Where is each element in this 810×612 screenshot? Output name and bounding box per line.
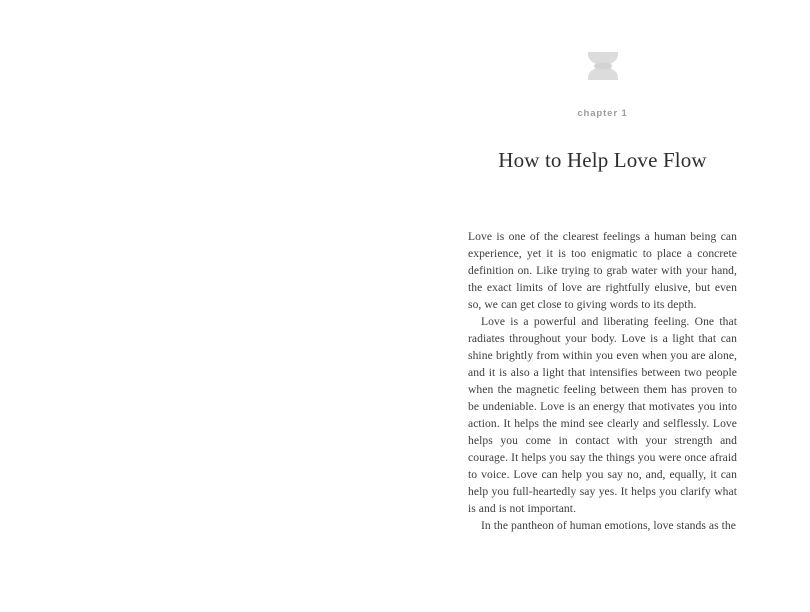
body-paragraph: Love is a powerful and liberating feeling. One that radiates throughout your body. Love is a light that can shine brightly from within you even when you are alone, and it is also a light that intensifies between two people when the magnetic feeling between them has proven to be undeniable. Love is an energy that motivates you into action. It helps the mind see clearly and selflessly. Love helps you come in contact with your strength and courage. It helps you say the things you were once afraid to voice. Love can help you say no, and, equally, it can help you full-heartedly say yes. It helps you clarify what is and is not important. — [468, 315, 737, 515]
ornament-container — [468, 0, 737, 86]
body-paragraph: In the pantheon of human emotions, love stands as the — [481, 519, 736, 532]
body-text-column — [468, 228, 737, 534]
chapter-label: chapter 1 — [577, 108, 628, 119]
body-paragraph: Love is one of the clearest feelings a human being can experience, yet it is too enigmatic to place a concrete definition on. Like trying to grab water with your hand, the exact limits of love are rightfully elusive, but even so, we can get close to giving words to its depth. — [468, 230, 737, 311]
chapter-opener — [468, 0, 737, 534]
chapter-title: How to Help Love Flow — [498, 148, 707, 172]
hourglass-ornament-icon — [588, 52, 618, 80]
